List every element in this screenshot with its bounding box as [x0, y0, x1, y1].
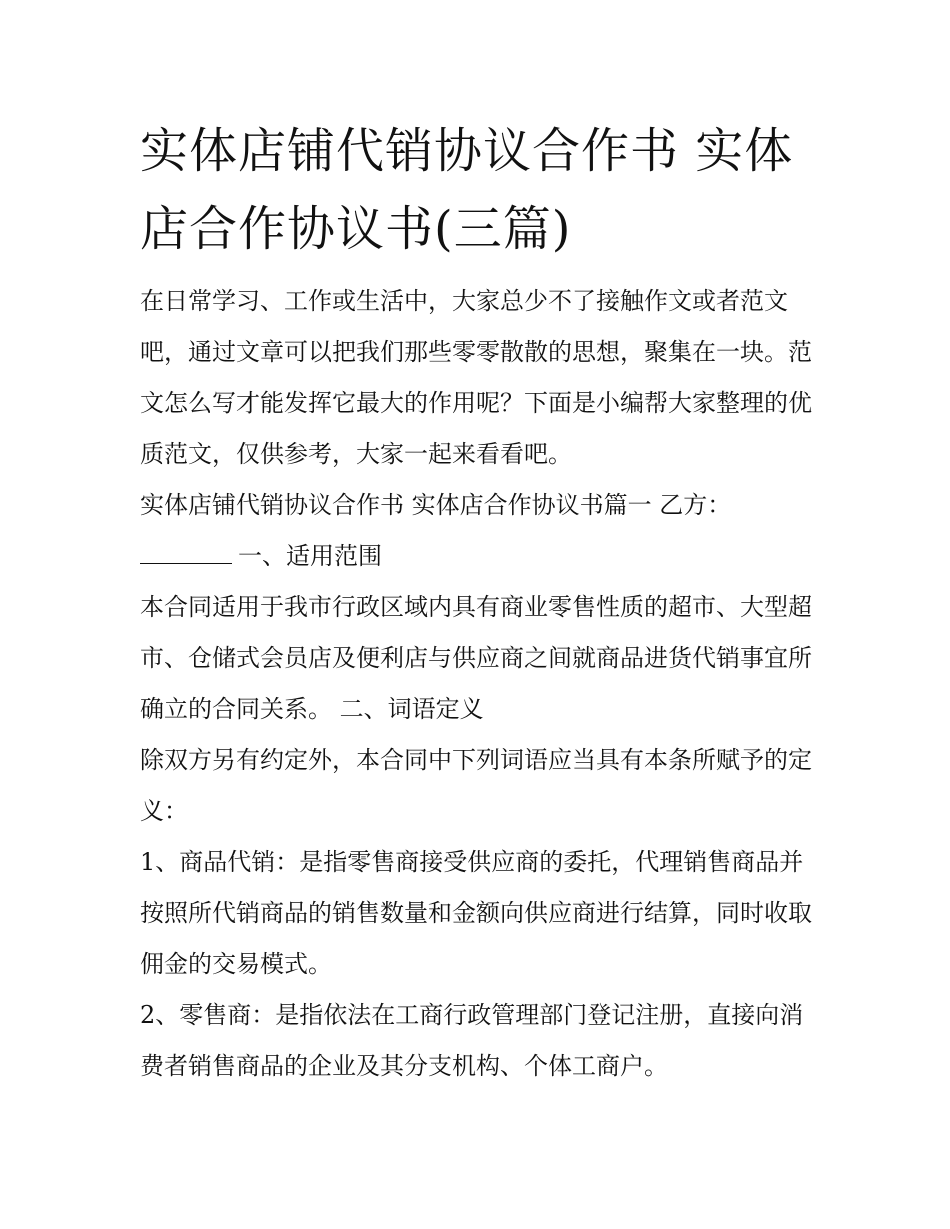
intro-paragraph: 在日常学习、工作或生活中，大家总少不了接触作文或者范文吧，通过文章可以把我们那些零零散散的思想，聚集在一块。范文怎么写才能发挥它最大的作用呢？下面是小编帮大家整理的优质范文，仅供参考，大家一起来看看吧。 [140, 287, 812, 468]
scope-paragraph: 本合同适用于我市行政区域内具有商业零售性质的超市、大型超市、仓储式会员店及便利店与供应商之间就商品进货代销事宜所确立的合同关系。 二、词语定义 [140, 593, 812, 723]
definition-item-1: 1、商品代销：是指零售商接受供应商的委托，代理销售商品并按照所代销商品的销售数量和金额向供应商进行结算，同时收取佣金的交易模式。 [140, 848, 812, 978]
scope-heading-line [140, 531, 820, 582]
blank-fill-line [140, 541, 232, 564]
document-title: 实体店铺代销协议合作书 实体店合作协议书(三篇) [140, 123, 794, 257]
section-heading: 实体店铺代销协议合作书 实体店合作协议书篇一 乙方： [140, 491, 732, 519]
scope-heading: 一、适用范围 [238, 542, 382, 570]
definition-item-2: 2、零售商：是指依法在工商行政管理部门登记注册，直接向消费者销售商品的企业及其分支机构、个体工商户。 [140, 1001, 804, 1080]
definitions-intro: 除双方另有约定外，本合同中下列词语应当具有本条所赋予的定义： [140, 746, 812, 825]
document-body [140, 276, 820, 1092]
